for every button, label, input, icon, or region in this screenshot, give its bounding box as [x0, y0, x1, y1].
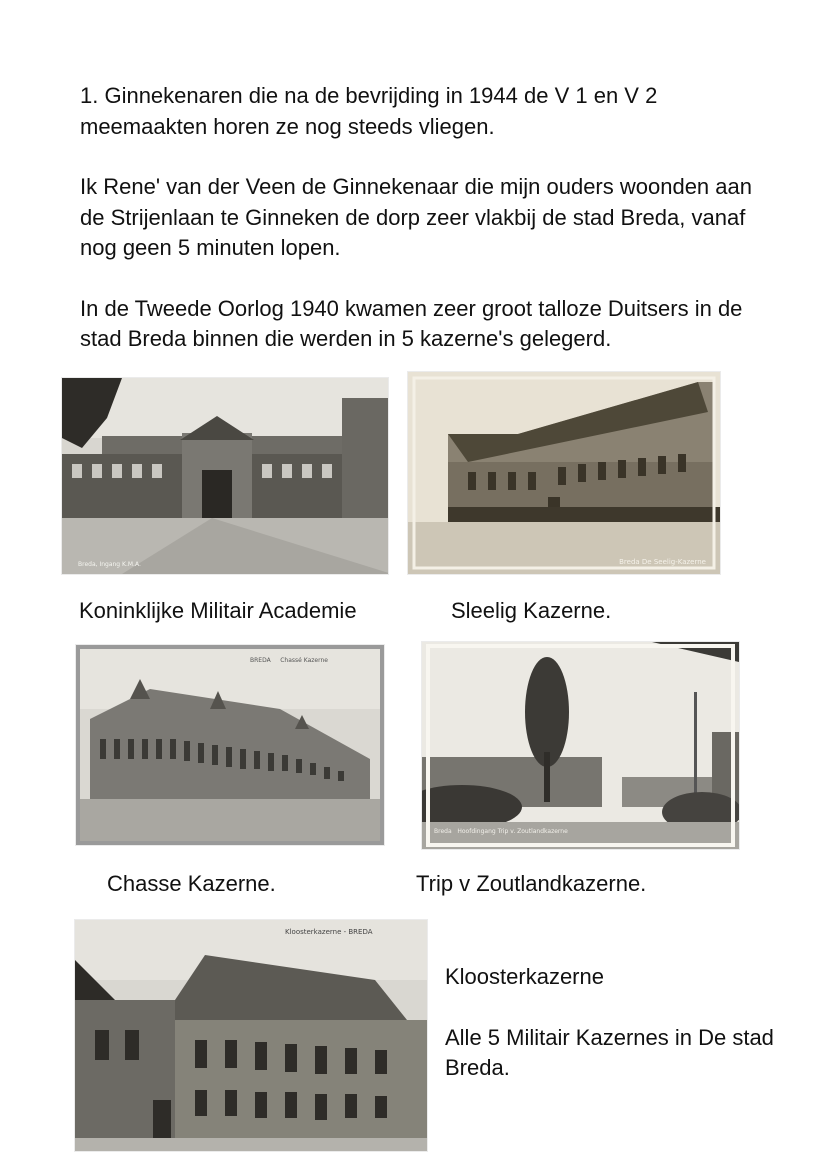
intro-text — [80, 81, 780, 355]
closing-summary: Alle 5 Militair Kazernes in De stad Breda. — [445, 1024, 774, 1080]
klooster-photo — [75, 920, 427, 1151]
trip-caption: Trip v Zoutlandkazerne. — [416, 871, 647, 896]
chasse-photo — [76, 645, 384, 845]
chasse-postcard-label: BREDA Chassé Kazerne — [250, 657, 328, 664]
trip-postcard-label: Breda Hoofdingang Trip v. Zoutlandkazerne — [434, 828, 568, 835]
klooster-postcard-label: Kloosterkazerne - BREDA — [285, 928, 373, 936]
kma-photo — [62, 378, 388, 574]
intro-paragraph-2: Ik Rene' van der Veen de Ginnekenaar die mijn ouders woonden aan de Strijenlaan te Ginneken de dorp zeer vlakbij de stad Breda, vanaf nog geen 5 minuten lopen. — [80, 174, 752, 260]
closing-text — [445, 962, 785, 1084]
kma-postcard-label: Breda, Ingang K.M.A. — [78, 561, 141, 568]
sleelig-caption: Sleelig Kazerne. — [451, 598, 612, 623]
intro-paragraph-3: In de Tweede Oorlog 1940 kwamen zeer groot talloze Duitsers in de stad Breda binnen die werden in 5 kazerne's gelegerd. — [80, 295, 743, 351]
kma-caption: Koninklijke Militair Academie — [79, 598, 357, 623]
closing-title: Kloosterkazerne — [445, 964, 604, 989]
sleelig-postcard-label: Breda De Seelig-Kazerne — [619, 558, 706, 566]
intro-paragraph-1: 1. Ginnekenaren die na de bevrijding in 1944 de V 1 en V 2 meemaakten horen ze nog steeds vliegen. — [80, 83, 658, 139]
sleelig-photo — [408, 372, 720, 574]
trip-photo — [422, 642, 739, 849]
chasse-caption: Chasse Kazerne. — [107, 871, 276, 896]
